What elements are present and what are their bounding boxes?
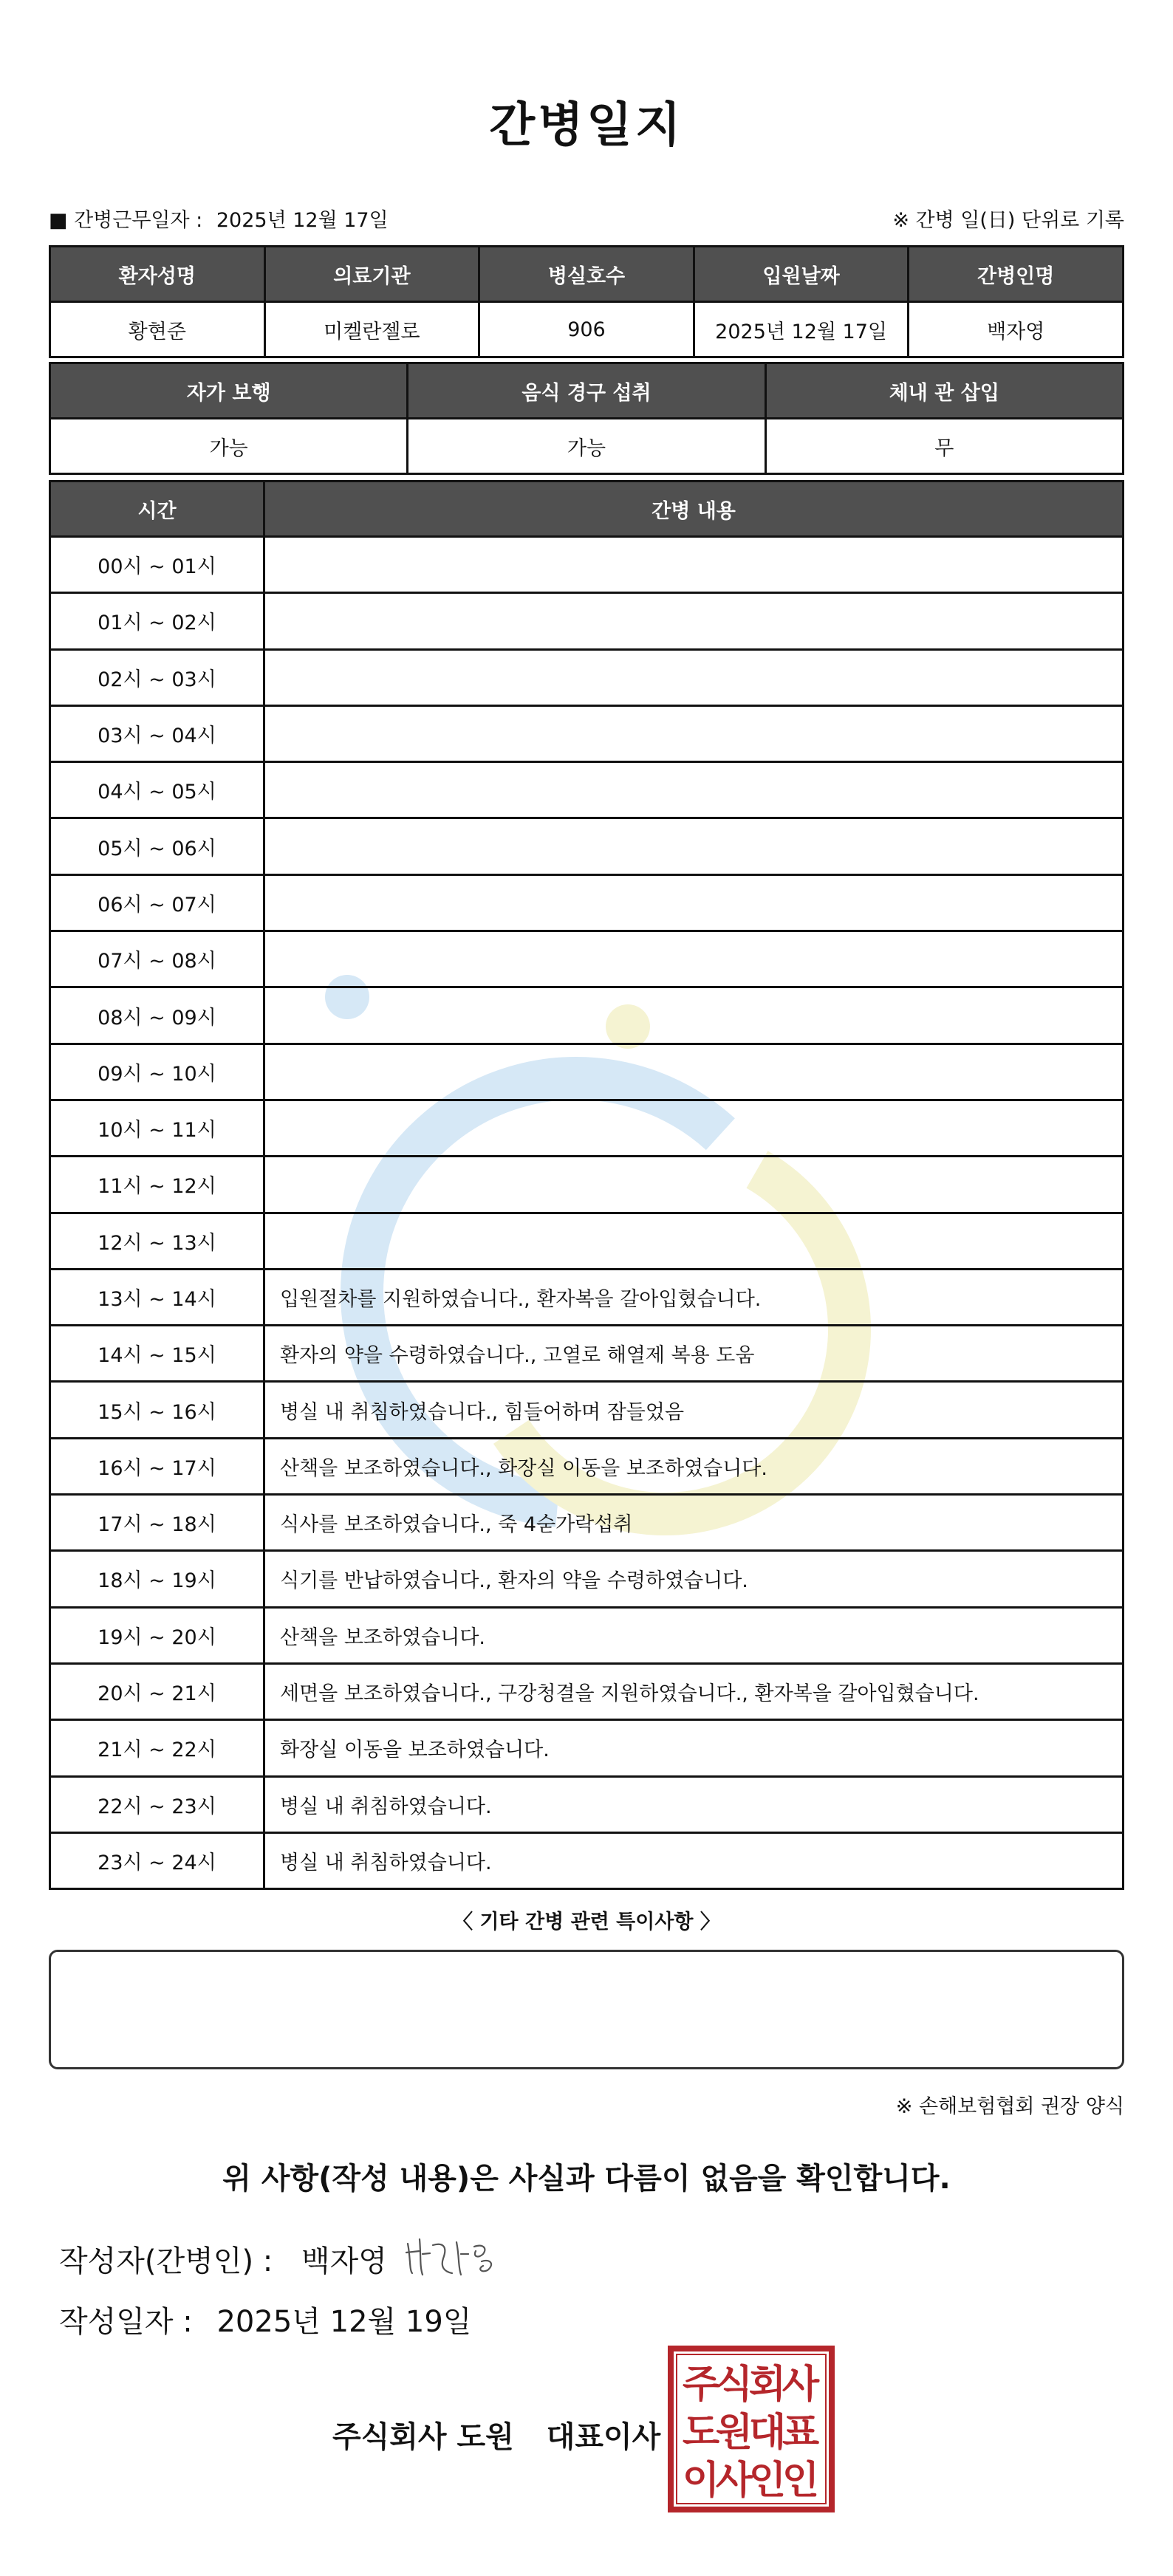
care-log-time: 20시 ~ 21시 bbox=[50, 1663, 264, 1719]
header-patient-name: 환자성명 bbox=[50, 247, 265, 302]
care-log-content: 세면을 보조하였습니다., 구강청결을 지원하였습니다., 환자복을 갈아입혔습니다. bbox=[264, 1663, 1124, 1719]
header-hospital: 의료기관 bbox=[264, 247, 479, 302]
care-log-row bbox=[50, 1776, 1124, 1832]
header-self-walking: 자가 보행 bbox=[50, 363, 408, 419]
svg-text:회: 회 bbox=[748, 2363, 787, 2407]
care-log-row bbox=[50, 1044, 1124, 1100]
patient-info-value-row bbox=[50, 302, 1124, 357]
writer-name: 백자영 bbox=[301, 2244, 387, 2278]
care-log-content bbox=[264, 762, 1124, 818]
care-log-content: 병실 내 취침하였습니다. bbox=[264, 1776, 1124, 1832]
work-date-label: ■ 간병근무일자 : bbox=[49, 209, 203, 232]
representative-title: 대표이사 bbox=[546, 2420, 661, 2454]
remarks-box bbox=[49, 1950, 1124, 2069]
care-log-time: 01시 ~ 02시 bbox=[50, 593, 264, 649]
patient-status-header-row bbox=[50, 363, 1124, 419]
writer-line bbox=[59, 2238, 387, 2280]
svg-text:대: 대 bbox=[748, 2411, 787, 2455]
form-note: ※ 손해보험협회 권장 양식 bbox=[895, 2095, 1124, 2118]
self-walking-value: 가능 bbox=[50, 419, 408, 474]
care-log-row bbox=[50, 649, 1124, 705]
tube-insertion-value: 무 bbox=[765, 419, 1123, 474]
svg-text:이: 이 bbox=[682, 2459, 720, 2503]
care-log-row bbox=[50, 874, 1124, 931]
care-log-content bbox=[264, 705, 1124, 761]
care-log-time: 04시 ~ 05시 bbox=[50, 762, 264, 818]
care-log-time: 13시 ~ 14시 bbox=[50, 1269, 264, 1325]
care-log-time: 11시 ~ 12시 bbox=[50, 1157, 264, 1213]
header-tube-insertion: 체내 관 삽입 bbox=[765, 363, 1123, 419]
care-log-content: 산책을 보조하였습니다., 화장실 이동을 보조하였습니다. bbox=[264, 1438, 1124, 1494]
svg-text:식: 식 bbox=[715, 2363, 753, 2407]
care-log-row bbox=[50, 1326, 1124, 1382]
patient-info-table bbox=[49, 245, 1124, 358]
care-log-content bbox=[264, 537, 1124, 593]
care-log-time: 05시 ~ 06시 bbox=[50, 818, 264, 874]
care-log-row bbox=[50, 1551, 1124, 1607]
writer-label: 작성자(간병인) : bbox=[59, 2244, 273, 2278]
care-log-time: 14시 ~ 15시 bbox=[50, 1326, 264, 1382]
care-log-row bbox=[50, 1607, 1124, 1663]
admission-date: 2025년 12월 17일 bbox=[694, 302, 909, 357]
care-log-row bbox=[50, 1438, 1124, 1494]
svg-text:도: 도 bbox=[682, 2411, 720, 2455]
patient-status-table bbox=[49, 362, 1124, 475]
care-log-row bbox=[50, 1269, 1124, 1325]
patient-info-header-row bbox=[50, 247, 1124, 302]
handwritten-signature bbox=[400, 2229, 519, 2281]
care-log-row bbox=[50, 1213, 1124, 1269]
care-log-row bbox=[50, 1382, 1124, 1438]
caregiver-name: 백자영 bbox=[909, 302, 1124, 357]
care-log-content: 입원절차를 지원하였습니다., 환자복을 갈아입혔습니다. bbox=[264, 1269, 1124, 1325]
care-log-content: 식사를 보조하였습니다., 죽 4숟가락섭취 bbox=[264, 1495, 1124, 1551]
care-log-content: 산책을 보조하였습니다. bbox=[264, 1607, 1124, 1663]
care-log-row bbox=[50, 537, 1124, 593]
header-oral-intake: 음식 경구 섭취 bbox=[408, 363, 765, 419]
care-log-time: 08시 ~ 09시 bbox=[50, 987, 264, 1044]
care-log-content bbox=[264, 1213, 1124, 1269]
care-log-content bbox=[264, 593, 1124, 649]
header-care-content: 간병 내용 bbox=[264, 482, 1124, 537]
care-log-row bbox=[50, 987, 1124, 1044]
care-log-content bbox=[264, 649, 1124, 705]
care-log-row bbox=[50, 1720, 1124, 1776]
care-log-time: 17시 ~ 18시 bbox=[50, 1495, 264, 1551]
care-log-header-row bbox=[50, 482, 1124, 537]
care-log-table bbox=[49, 480, 1124, 1890]
care-log-content bbox=[264, 1044, 1124, 1100]
svg-text:원: 원 bbox=[715, 2411, 753, 2455]
care-log-time: 18시 ~ 19시 bbox=[50, 1551, 264, 1607]
svg-text:인: 인 bbox=[748, 2459, 787, 2503]
care-log-content: 병실 내 취침하였습니다. bbox=[264, 1832, 1124, 1888]
company-line bbox=[332, 2414, 660, 2456]
header-room-number: 병실호수 bbox=[479, 247, 694, 302]
care-log-time: 03시 ~ 04시 bbox=[50, 705, 264, 761]
header-time: 시간 bbox=[50, 482, 264, 537]
confirmation-statement: 위 사항(작성 내용)은 사실과 다름이 없음을 확인합니다. bbox=[222, 2162, 951, 2196]
care-log-row bbox=[50, 1157, 1124, 1213]
company-seal-stamp bbox=[668, 2346, 835, 2512]
care-log-time: 02시 ~ 03시 bbox=[50, 649, 264, 705]
care-log-time: 12시 ~ 13시 bbox=[50, 1213, 264, 1269]
care-log-row bbox=[50, 1495, 1124, 1551]
care-log-content: 식기를 반납하였습니다., 환자의 약을 수령하였습니다. bbox=[264, 1551, 1124, 1607]
care-log-time: 19시 ~ 20시 bbox=[50, 1607, 264, 1663]
oral-intake-value: 가능 bbox=[408, 419, 765, 474]
care-log-time: 15시 ~ 16시 bbox=[50, 1382, 264, 1438]
care-log-content bbox=[264, 1100, 1124, 1156]
written-date-label: 작성일자 : bbox=[59, 2305, 193, 2339]
care-log-time: 23시 ~ 24시 bbox=[50, 1832, 264, 1888]
header-admission-date: 입원날짜 bbox=[694, 247, 909, 302]
svg-text:인: 인 bbox=[782, 2459, 820, 2503]
care-log-content: 화장실 이동을 보조하였습니다. bbox=[264, 1720, 1124, 1776]
care-log-time: 21시 ~ 22시 bbox=[50, 1720, 264, 1776]
care-log-content bbox=[264, 818, 1124, 874]
written-date-value: 2025년 12월 19일 bbox=[216, 2305, 472, 2339]
care-log-time: 00시 ~ 01시 bbox=[50, 537, 264, 593]
svg-text:표: 표 bbox=[782, 2411, 820, 2455]
care-log-content bbox=[264, 931, 1124, 987]
hospital-name: 미켈란젤로 bbox=[264, 302, 479, 357]
care-log-row bbox=[50, 762, 1124, 818]
care-log-row bbox=[50, 1832, 1124, 1888]
company-name: 주식회사 도원 bbox=[332, 2420, 514, 2454]
care-log-row bbox=[50, 818, 1124, 874]
care-log-row bbox=[50, 1100, 1124, 1156]
page-title: 간병일지 bbox=[489, 98, 684, 153]
care-log-content bbox=[264, 1157, 1124, 1213]
svg-text:사: 사 bbox=[782, 2363, 820, 2407]
work-date-line bbox=[49, 204, 389, 233]
care-log-content: 병실 내 취침하였습니다., 힘들어하며 잠들었음 bbox=[264, 1382, 1124, 1438]
care-log-time: 10시 ~ 11시 bbox=[50, 1100, 264, 1156]
care-log-time: 16시 ~ 17시 bbox=[50, 1438, 264, 1494]
care-log-row bbox=[50, 931, 1124, 987]
care-log-time: 09시 ~ 10시 bbox=[50, 1044, 264, 1100]
svg-text:사: 사 bbox=[715, 2459, 753, 2503]
care-log-row bbox=[50, 1663, 1124, 1719]
care-log-time: 07시 ~ 08시 bbox=[50, 931, 264, 987]
care-log-content bbox=[264, 874, 1124, 931]
care-log-content bbox=[264, 987, 1124, 1044]
work-date-value: 2025년 12월 17일 bbox=[216, 209, 389, 232]
remarks-title: 〈 기타 간병 관련 특이사항 〉 bbox=[453, 1911, 720, 1933]
written-date-line bbox=[59, 2298, 471, 2340]
patient-name: 황현준 bbox=[50, 302, 265, 357]
care-log-time: 22시 ~ 23시 bbox=[50, 1776, 264, 1832]
svg-text:주: 주 bbox=[682, 2363, 720, 2407]
patient-status-value-row bbox=[50, 419, 1124, 474]
unit-note: ※ 간병 일(日) 단위로 기록 bbox=[892, 209, 1124, 232]
header-caregiver-name: 간병인명 bbox=[909, 247, 1124, 302]
care-log-content: 환자의 약을 수령하였습니다., 고열로 해열제 복용 도움 bbox=[264, 1326, 1124, 1382]
care-log-row bbox=[50, 705, 1124, 761]
care-log-row bbox=[50, 593, 1124, 649]
room-number: 906 bbox=[479, 302, 694, 357]
care-log-time: 06시 ~ 07시 bbox=[50, 874, 264, 931]
